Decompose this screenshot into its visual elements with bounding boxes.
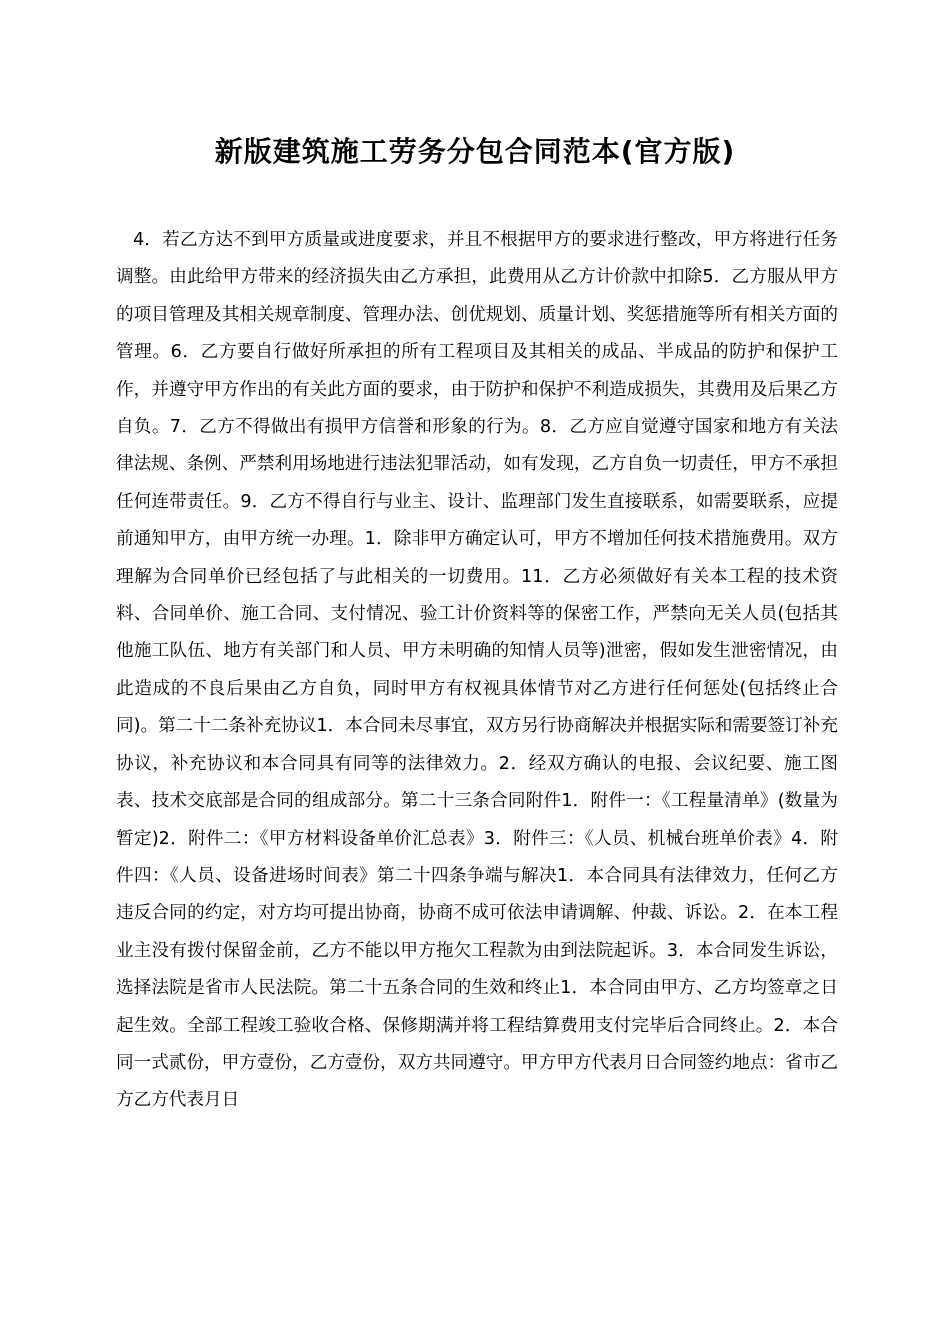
document-body: 4．若乙方达不到甲方质量或进度要求，并且不根据甲方的要求进行整改，甲方将进行任务调整。由此给甲方带来的经济损失由乙方承担，此费用从乙方计价款中扣除5．乙方服从甲方的项目管理及其相关规章制度、管理办法、创优规划、质量计划、奖惩措施等所有相关方面的管理。6．乙方要自行做好所承担的所有工程项目及其相关的成品、半成品的防护和保护工作，并遵守甲方作出的有关此方面的要求，由于防护和保护不利造成损失，其费用及后果乙方自负。7．乙方不得做出有损甲方信誉和形象的行为。8．乙方应自觉遵守国家和地方有关法律法规、条例、严禁利用场地进行违法犯罪活动，如有发现，乙方自负一切责任，甲方不承担任何连带责任。9．乙方不得自行与业主、设计、监理部门发生直接联系，如需要联系，应提前通知甲方，由甲方统一办理。1．除非甲方确定认可，甲方不增加任何技术措施费用。双方理解为合同单价已经包括了与此相关的一切费用。11．乙方必须做好有关本工程的技术资料、合同单价、施工合同、支付情况、验工计价资料等的保密工作，严禁向无关人员(包括其他施工队伍、地方有关部门和人员、甲方未明确的知情人员等)泄密，假如发生泄密情况，由此造成的不良后果由乙方自负，同时甲方有权视具体情节对乙方进行任何惩处(包括终止合同)。第二十二条补充协议1．本合同未尽事宜，双方另行协商解决并根据实际和需要签订补充协议，补充协议和本合同具有同等的法律效力。2．经双方确认的电报、会议纪要、施工图表、技术交底部是合同的组成部分。第二十三条合同附件1．附件一：《工程量清单》(数量为暂定)2．附件二：《甲方材料设备单价汇总表》3．附件三：《人员、机械台班单价表》4．附件四：《人员、设备进场时间表》第二十四条争端与解决1．本合同具有法律效力，任何乙方违反合同的约定，对方均可提出协商，协商不成可依法申请调解、仲裁、诉讼。2．在本工程业主没有拨付保留金前，乙方不能以甲方拖欠工程款为由到法院起诉。3．本合同发生诉讼，选择法院是省市人民法院。第二十五条合同的生效和终止1．本合同由甲方、乙方均签章之日起生效。全部工程竣工验收合格、保修期满并将工程结算费用支付完毕后合同终止。2．本合同一式贰份，甲方壹份，乙方壹份，双方共同遵守。甲方甲方代表月日合同签约地点：省市乙方乙方代表月日 (116, 230, 838, 1111)
document-title: 新版建筑施工劳务分包合同范本(官方版) (214, 135, 736, 168)
